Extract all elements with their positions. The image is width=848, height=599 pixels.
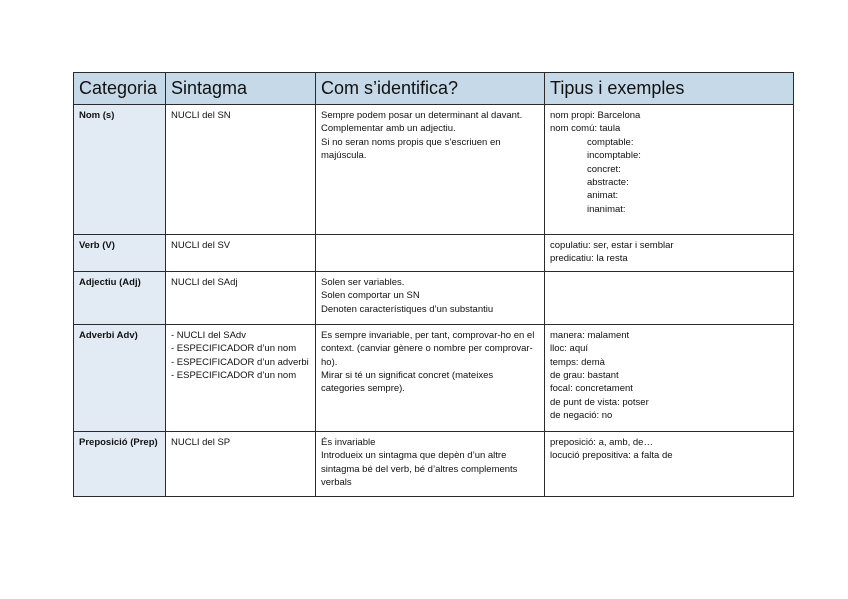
phrase-cell — [166, 271, 316, 324]
phrase-cell — [166, 235, 316, 272]
category-label: Verb (V) — [79, 240, 115, 251]
example-line: preposició: a, amb, de… — [550, 436, 653, 448]
identify-line: Complementar amb un adjectiu. — [321, 123, 456, 135]
example-line: temps: demà — [550, 356, 605, 368]
header-examples: Tipus i exemples — [545, 73, 794, 105]
examples-cell — [545, 324, 794, 431]
phrase-line: - ESPECIFICADOR d’un nom — [171, 343, 297, 355]
identify-cell — [316, 431, 545, 496]
header-identify: Com s’identifica? — [316, 73, 545, 105]
identify-line: Denoten característiques d’un substantiu — [321, 303, 494, 315]
example-line: nom propi: Barcelona — [550, 110, 641, 121]
identify-line: Si no seran noms propis que s’escriuen en majúscula. — [321, 136, 501, 162]
phrase-line: NUCLI del SN — [171, 110, 231, 121]
identify-line: Solen comportar un SN — [321, 290, 420, 302]
example-line: manera: malament — [550, 329, 630, 341]
header-category: Categoria — [74, 73, 166, 105]
examples-cell — [545, 235, 794, 272]
category-label: Adjectiu (Adj) — [79, 276, 141, 288]
identify-line: Introdueix un sintagma que depèn d’un altre sintagma bé del verb, bé d’altres complements verbals — [321, 450, 518, 489]
phrase-line: NUCLI del SP — [171, 436, 231, 448]
category-cell — [74, 271, 166, 324]
example-subline: incomptable: — [587, 150, 641, 162]
phrase-line: - NUCLI del SAdv — [171, 329, 246, 341]
category-label: Nom (s) — [79, 110, 115, 121]
example-subline: inanimat: — [587, 203, 626, 215]
example-line: locució prepositiva: a falta de — [550, 450, 673, 462]
phrase-cell — [166, 431, 316, 496]
grammar-categories-table — [73, 72, 794, 497]
identify-line: Mirar si té un significat concret (mateixes categories sempre). — [321, 370, 494, 395]
identify-line: Es sempre invariable, per tant, comprovar-ho en el context. (canviar gènere o nombre per comprovar-ho). — [321, 329, 535, 368]
examples-cell — [545, 105, 794, 235]
table-row — [74, 105, 794, 235]
identify-cell — [316, 235, 545, 272]
example-subline: comptable: — [587, 136, 634, 148]
example-line: nom comú: taula — [550, 123, 621, 135]
identify-cell — [316, 271, 545, 324]
category-cell — [74, 324, 166, 431]
example-subline: concret: — [587, 163, 621, 175]
identify-cell — [316, 105, 545, 235]
phrase-line: NUCLI del SAdj — [171, 276, 238, 288]
category-cell — [74, 431, 166, 496]
category-label: Preposició (Prep) — [79, 436, 158, 448]
identify-line: És invariable — [321, 436, 376, 448]
header-row — [74, 73, 794, 105]
identify-cell — [316, 324, 545, 431]
phrase-cell — [166, 324, 316, 431]
examples-cell — [545, 431, 794, 496]
phrase-line: - ESPECIFICADOR d’un nom — [171, 370, 297, 382]
example-line: copulatiu: ser, estar i semblar — [550, 240, 674, 251]
category-cell — [74, 235, 166, 272]
category-label: Adverbi Adv) — [79, 329, 138, 341]
category-cell — [74, 105, 166, 235]
example-line: de punt de vista: potser — [550, 396, 649, 408]
phrase-line: - ESPECIFICADOR d’un adverbi — [171, 356, 309, 368]
example-line: lloc: aquí — [550, 343, 589, 355]
example-line: de negació: no — [550, 410, 613, 422]
table-row — [74, 271, 794, 324]
identify-line: Solen ser variables. — [321, 276, 405, 288]
table-row — [74, 324, 794, 431]
table-row — [74, 235, 794, 272]
example-line: focal: concretament — [550, 383, 633, 395]
example-line: predicatiu: la resta — [550, 253, 628, 265]
phrase-line: NUCLI del SV — [171, 240, 231, 251]
example-subline: animat: — [587, 190, 619, 202]
example-line: de grau: bastant — [550, 370, 619, 382]
phrase-cell — [166, 105, 316, 235]
identify-line: Sempre podem posar un determinant al davant. — [321, 110, 523, 121]
example-subline: abstracte: — [587, 177, 629, 189]
examples-cell — [545, 271, 794, 324]
header-phrase: Sintagma — [166, 73, 316, 105]
table-row — [74, 431, 794, 496]
